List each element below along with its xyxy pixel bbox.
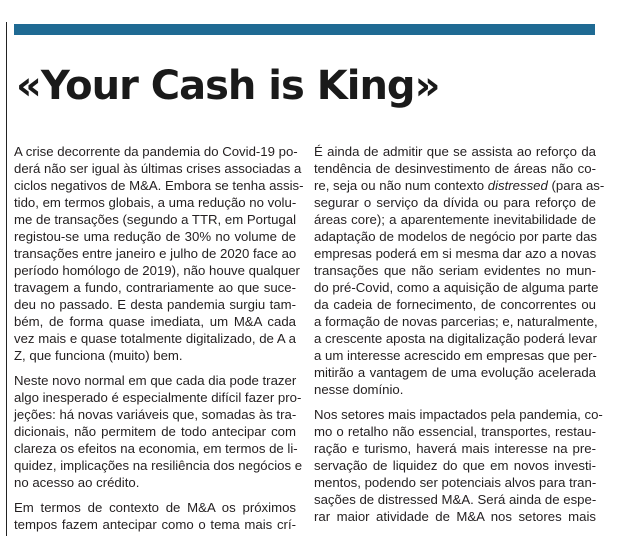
italic-term: distressed <box>487 178 548 193</box>
text-run: re, seja ou não num contexto <box>314 178 488 193</box>
article-headline: «Your Cash is King» <box>16 63 440 109</box>
text-line: no acesso ao crédito. <box>14 475 140 490</box>
text-line: Z, que funciona (muito) bem. <box>14 348 183 363</box>
text-line: a formação de novas parcerias; e, naturalmente, <box>314 314 598 329</box>
paragraph <box>14 143 304 364</box>
text-line: me de transações (segundo a TTR, em Portugal <box>14 212 296 227</box>
text-line: a crescente aposta na digitalização poderá levar <box>314 331 597 346</box>
text-line: mentos, podendo ser potenciais alvos para tran- <box>314 475 597 490</box>
text-line: tempos fazem antecipar como o tema mais crí- <box>14 517 296 532</box>
text-line: Neste novo normal em que cada dia pode trazer <box>14 373 297 388</box>
paragraph <box>14 372 303 491</box>
text-line: ciclos negativos de M&A. Embora se tenha assis- <box>14 178 304 193</box>
text-line: deu no passado. E desta pandemia surgiu tam- <box>14 297 296 312</box>
text-line: sações de distressed M&A. Será ainda de espe- <box>314 492 597 507</box>
text-line: derá não ser igual às últimas crises associadas a <box>14 161 302 176</box>
text-line: nesse domínio. <box>314 382 404 397</box>
text-line: Nos setores mais impactados pela pandemia, co- <box>314 407 603 422</box>
text-line: jeções: há novas variáveis que, somadas às tra- <box>14 407 297 422</box>
text-line: transações entre janeiro e julho de 2020 face ao <box>14 246 297 261</box>
paragraph <box>14 499 296 533</box>
header-accent-bar <box>14 24 595 35</box>
text-line: adaptação de modelos de negócio por parte das <box>314 229 598 244</box>
text-line: algo inesperado é especialmente difícil fazer pro- <box>14 390 302 405</box>
text-line: servação de liquidez do que em novos investi- <box>314 458 596 473</box>
text-line <box>314 177 605 194</box>
text-line: mo o retalho não essencial, transportes, restau- <box>314 424 596 439</box>
paragraph <box>314 143 605 398</box>
text-line: mitirão a vantagem de uma evolução acelerada <box>314 365 596 380</box>
text-line: a um interesse acrescido em empresas que per- <box>314 348 597 363</box>
text-line: A crise decorrente da pandemia do Covid-19 po- <box>14 144 298 159</box>
paragraph <box>314 406 603 525</box>
left-column <box>14 143 304 541</box>
text-line: da cadeia de fornecimento, de concorrentes ou <box>314 297 596 312</box>
text-line: empresas poderá em si mesma dar azo a novas <box>314 246 597 261</box>
text-line: vez mais e quase totalmente digitalizado, de A a <box>14 331 296 346</box>
text-line: rar maior atividade de M&A nos setores mais <box>314 509 596 524</box>
text-line: registou-se uma redução de 30% no volume de <box>14 229 296 244</box>
text-line: transações que não seriam evidentes no mun- <box>314 263 596 278</box>
text-line: quidez, implicações na resiliência dos negócios e <box>14 458 303 473</box>
text-line: do pré-Covid, como a aquisição de alguma parte <box>314 280 599 295</box>
text-line: áreas core); a aparentemente inevitabilidade de <box>314 212 596 227</box>
text-line: É ainda de admitir que se assista ao reforço da <box>314 144 596 159</box>
text-line: tido, em termos globais, a uma redução no volu- <box>14 195 297 210</box>
text-line: período homólogo de 2019), não houve qualquer <box>14 263 300 278</box>
text-line: bém, de forma quase imediata, um M&A cada <box>14 314 296 329</box>
text-line: clareza os efeitos na economia, em termos de li- <box>14 441 298 456</box>
text-line: segurar o serviço da dívida ou para reforço de <box>314 195 596 210</box>
column-rule <box>6 22 7 536</box>
text-line: travagem a fundo, contrariamente ao que suce- <box>14 280 296 295</box>
text-line: dicionais, não permitem de todo antecipar com <box>14 424 296 439</box>
right-column <box>314 143 605 533</box>
text-line: Em termos de contexto de M&A os próximos <box>14 500 296 515</box>
text-line: tendência de desinvestimento de áreas não co- <box>314 161 596 176</box>
text-line: ração e turismo, haverá mais interesse na pre- <box>314 441 596 456</box>
text-run: (para as- <box>547 178 605 193</box>
